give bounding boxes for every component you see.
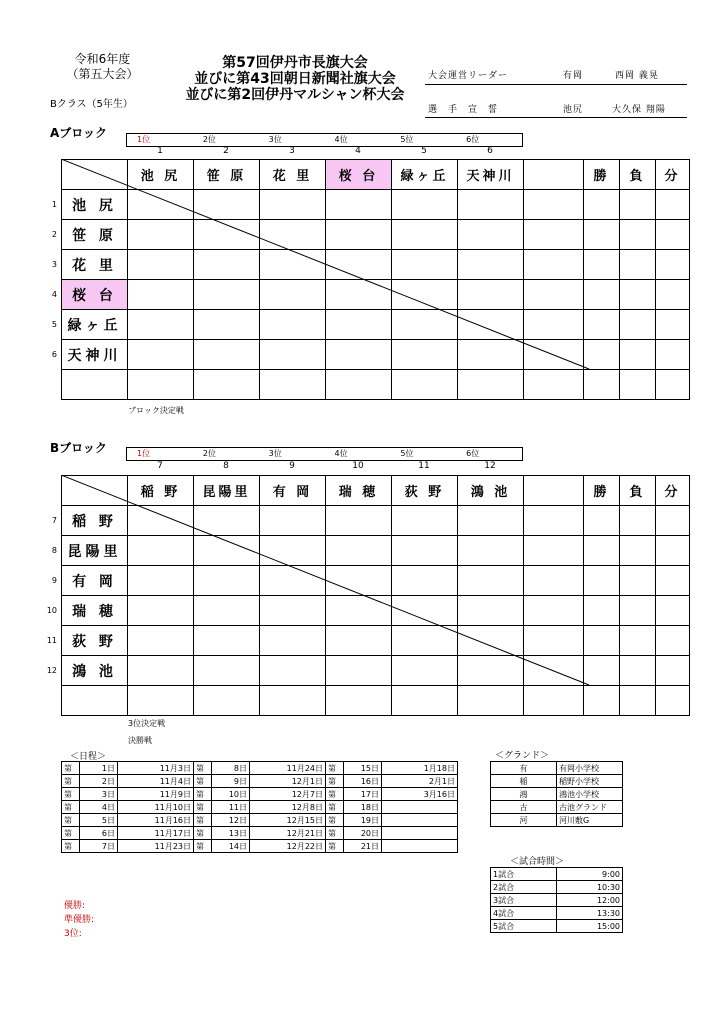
team-number: 6 (487, 146, 493, 156)
row-number: 3 (51, 260, 57, 269)
ground-abbr: 鴻 (491, 788, 557, 801)
day-prefix: 第 (194, 814, 212, 827)
day-prefix: 第 (62, 762, 80, 775)
row-team: 花 里 (62, 250, 128, 280)
day-prefix: 第 (326, 840, 344, 853)
col-team: 花 里 (260, 160, 326, 190)
schedule-table (61, 761, 458, 853)
match-label: 2試合 (491, 881, 557, 894)
winner-label: 優勝: (64, 901, 86, 911)
wins-header: 勝 (584, 160, 620, 190)
row-team-highlighted: 桜 台 (62, 280, 128, 310)
day-date: 1月18日 (382, 762, 458, 775)
rank-5: 5位 (400, 449, 414, 458)
rank-6: 6位 (466, 135, 480, 144)
day-number: 21日 (344, 840, 382, 853)
rank-4: 4位 (334, 449, 348, 458)
day-prefix: 第 (62, 801, 80, 814)
table-row (62, 827, 458, 840)
table-row (62, 370, 690, 400)
team-number: 1 (157, 146, 163, 156)
row-number: 8 (51, 546, 57, 555)
rank-1: 1位 (137, 449, 151, 458)
day-date: 11月17日 (118, 827, 194, 840)
table-row (62, 801, 458, 814)
ground-name: 稲野小学校 (557, 775, 623, 788)
match-time: 10:30 (557, 881, 623, 894)
day-date: 11月4日 (118, 775, 194, 788)
draws-header: 分 (656, 476, 690, 506)
row-number: 10 (46, 606, 57, 615)
row-team: 瑞 穂 (62, 596, 128, 626)
block-a-label: Aブロック (50, 126, 108, 140)
day-number: 18日 (344, 801, 382, 814)
ground-name: 古池グランド (557, 801, 623, 814)
day-prefix: 第 (326, 814, 344, 827)
table-row (62, 814, 458, 827)
col-team: 瑞 穂 (326, 476, 392, 506)
day-date: 12月8日 (250, 801, 326, 814)
day-date: 11月3日 (118, 762, 194, 775)
row-number: 9 (51, 576, 57, 585)
losses-header: 負 (620, 160, 656, 190)
block-decision-note: ブロック決定戦 (128, 406, 184, 415)
day-prefix: 第 (194, 775, 212, 788)
day-date: 12月1日 (250, 775, 326, 788)
rank-3: 3位 (268, 135, 282, 144)
title-line-1: 第57回伊丹市長旗大会 (222, 55, 368, 71)
col-team: 稲 野 (128, 476, 194, 506)
day-date: 2月1日 (382, 775, 458, 788)
col-team: 有 岡 (260, 476, 326, 506)
tournament-title (165, 55, 425, 103)
row-number: 2 (51, 230, 57, 239)
ground-name: 有岡小学校 (557, 762, 623, 775)
class-label: Bクラス（5年生） (50, 99, 133, 110)
day-date: 12月7日 (250, 788, 326, 801)
schedule-title: ＜日程＞ (70, 752, 107, 762)
day-date: 11月24日 (250, 762, 326, 775)
day-number: 1日 (80, 762, 118, 775)
day-number: 5日 (80, 814, 118, 827)
match-label: 3試合 (491, 894, 557, 907)
table-row (62, 788, 458, 801)
leader-label: 大会運営リーダー (428, 71, 509, 81)
rank-2: 2位 (202, 135, 216, 144)
oath-team: 池尻 (563, 105, 584, 115)
day-prefix: 第 (62, 840, 80, 853)
row-number: 5 (51, 320, 57, 329)
title-line-3: 並びに第2回伊丹マルシャン杯大会 (185, 87, 405, 103)
day-prefix: 第 (62, 788, 80, 801)
block-a-rank-box (126, 133, 523, 147)
day-number: 11日 (212, 801, 250, 814)
team-number: 9 (289, 461, 295, 471)
ground-abbr: 稲 (491, 775, 557, 788)
team-number: 8 (223, 461, 229, 471)
row-number: 12 (46, 666, 57, 675)
team-number: 2 (223, 146, 229, 156)
day-number: 2日 (80, 775, 118, 788)
day-prefix: 第 (194, 788, 212, 801)
ground-abbr: 古 (491, 801, 557, 814)
day-date: 11月23日 (118, 840, 194, 853)
team-number: 12 (484, 461, 496, 471)
oath-name: 大久保 翔陽 (612, 105, 666, 115)
leader-team: 有岡 (563, 71, 584, 81)
day-prefix: 第 (194, 801, 212, 814)
day-date: 12月22日 (250, 840, 326, 853)
table-row (62, 840, 458, 853)
team-number: 7 (157, 461, 163, 471)
day-date (382, 840, 458, 853)
col-team: 笹 原 (194, 160, 260, 190)
table-row (491, 762, 623, 775)
oath-underline (425, 117, 687, 118)
oath-label: 選 手 宣 誓 (428, 105, 499, 115)
rank-5: 5位 (400, 135, 414, 144)
day-date: 11月9日 (118, 788, 194, 801)
table-row (491, 920, 623, 933)
col-team: 昆陽里 (194, 476, 260, 506)
runner-up-label: 準優勝: (64, 915, 95, 925)
day-number: 8日 (212, 762, 250, 775)
day-date (382, 827, 458, 840)
team-number: 5 (421, 146, 427, 156)
day-prefix: 第 (62, 775, 80, 788)
row-team: 天神川 (62, 340, 128, 370)
title-line-2: 並びに第43回朝日新聞社旗大会 (194, 71, 396, 87)
match-time: 13:30 (557, 907, 623, 920)
day-number: 20日 (344, 827, 382, 840)
row-team: 有 岡 (62, 566, 128, 596)
row-team: 昆陽里 (62, 536, 128, 566)
col-team: 緑ヶ丘 (392, 160, 458, 190)
day-date: 11月16日 (118, 814, 194, 827)
block-b-diagonal (61, 475, 591, 687)
losses-header: 負 (620, 476, 656, 506)
leader-name: 西岡 義晃 (615, 71, 659, 81)
tournament-number: （第五大会） (66, 67, 139, 81)
day-date: 11月10日 (118, 801, 194, 814)
day-prefix: 第 (326, 788, 344, 801)
ground-name: 河川敷G (557, 814, 623, 827)
rank-6: 6位 (466, 449, 480, 458)
ground-name: 鴻池小学校 (557, 788, 623, 801)
team-number: 3 (289, 146, 295, 156)
table-row (491, 894, 623, 907)
rank-1: 1位 (137, 135, 151, 144)
row-team: 池 尻 (62, 190, 128, 220)
day-number: 10日 (212, 788, 250, 801)
day-prefix: 第 (326, 827, 344, 840)
day-date: 12月21日 (250, 827, 326, 840)
team-number: 10 (352, 461, 364, 471)
day-number: 12日 (212, 814, 250, 827)
col-team: 池 尻 (128, 160, 194, 190)
rank-3: 3位 (268, 449, 282, 458)
col-team: 荻 野 (392, 476, 458, 506)
row-number: 6 (51, 350, 57, 359)
row-team: 緑ヶ丘 (62, 310, 128, 340)
table-row (491, 801, 623, 814)
row-number: 1 (51, 200, 57, 209)
day-number: 6日 (80, 827, 118, 840)
match-label: 4試合 (491, 907, 557, 920)
era-year: 令和6年度 (74, 52, 131, 66)
day-prefix: 第 (194, 827, 212, 840)
table-row (491, 868, 623, 881)
match-time: 12:00 (557, 894, 623, 907)
block-b-label: Bブロック (50, 441, 107, 455)
day-number: 9日 (212, 775, 250, 788)
block-a-diagonal (61, 159, 591, 371)
match-time: 15:00 (557, 920, 623, 933)
row-team: 稲 野 (62, 506, 128, 536)
day-prefix: 第 (194, 762, 212, 775)
season-label (55, 52, 150, 82)
day-prefix: 第 (326, 775, 344, 788)
day-number: 4日 (80, 801, 118, 814)
grounds-table (490, 761, 623, 827)
times-title: ＜試合時間＞ (510, 857, 565, 867)
times-table (490, 867, 623, 933)
match-label: 5試合 (491, 920, 557, 933)
row-number: 4 (51, 290, 57, 299)
table-row (491, 788, 623, 801)
day-date (382, 801, 458, 814)
results-block (64, 899, 94, 941)
third-place-note: 3位決定戦 (128, 719, 166, 728)
table-row (62, 686, 690, 716)
team-number: 11 (418, 461, 430, 471)
col-team-highlighted: 桜 台 (326, 160, 392, 190)
day-prefix: 第 (326, 801, 344, 814)
rank-2: 2位 (202, 449, 216, 458)
row-team: 荻 野 (62, 626, 128, 656)
ground-abbr: 河 (491, 814, 557, 827)
day-number: 14日 (212, 840, 250, 853)
match-time: 9:00 (557, 868, 623, 881)
grounds-title: ＜グランド＞ (495, 751, 550, 761)
day-prefix: 第 (326, 762, 344, 775)
day-date (382, 814, 458, 827)
row-number: 11 (46, 636, 57, 645)
rank-4: 4位 (334, 135, 348, 144)
wins-header: 勝 (584, 476, 620, 506)
third-place-label: 3位: (64, 929, 82, 939)
table-row (491, 881, 623, 894)
day-number: 7日 (80, 840, 118, 853)
draws-header: 分 (656, 160, 690, 190)
team-number: 4 (355, 146, 361, 156)
table-row (62, 762, 458, 775)
day-number: 3日 (80, 788, 118, 801)
day-number: 19日 (344, 814, 382, 827)
day-number: 13日 (212, 827, 250, 840)
table-row (491, 775, 623, 788)
day-prefix: 第 (194, 840, 212, 853)
table-row (491, 907, 623, 920)
day-prefix: 第 (62, 814, 80, 827)
ground-abbr: 有 (491, 762, 557, 775)
match-label: 1試合 (491, 868, 557, 881)
row-team: 鴻 池 (62, 656, 128, 686)
leader-underline (425, 84, 687, 85)
day-prefix: 第 (62, 827, 80, 840)
col-team: 天神川 (458, 160, 524, 190)
row-number: 7 (51, 516, 57, 525)
block-b-rank-box (126, 447, 523, 461)
final-note: 決勝戦 (128, 736, 152, 745)
day-date: 12月15日 (250, 814, 326, 827)
table-row (491, 814, 623, 827)
table-row (62, 775, 458, 788)
col-team: 鴻 池 (458, 476, 524, 506)
day-number: 16日 (344, 775, 382, 788)
day-number: 15日 (344, 762, 382, 775)
day-number: 17日 (344, 788, 382, 801)
day-date: 3月16日 (382, 788, 458, 801)
row-team: 笹 原 (62, 220, 128, 250)
